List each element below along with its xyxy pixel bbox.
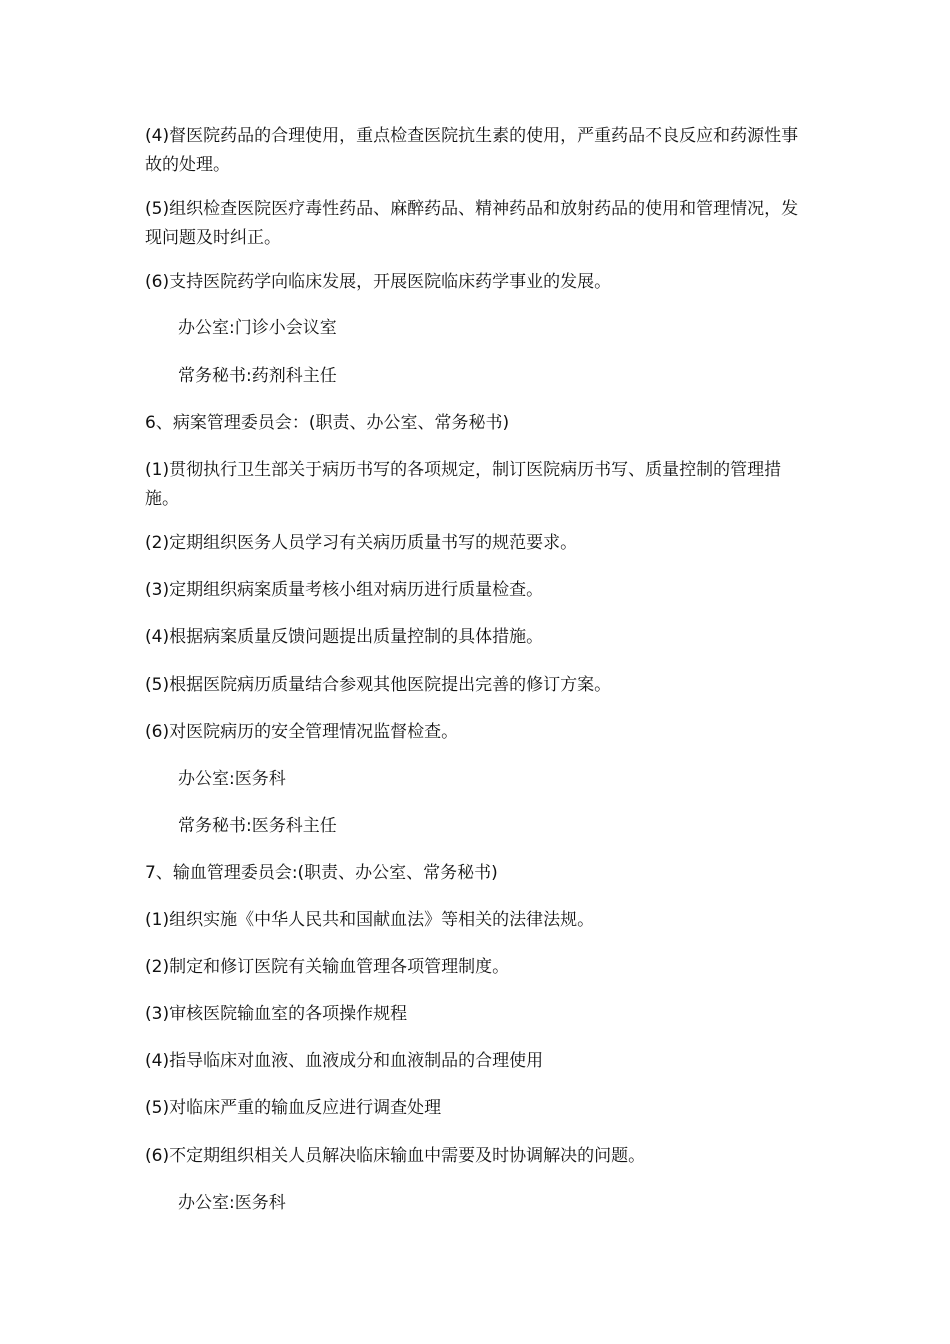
paragraph-transfusion-law: (1)组织实施《中华人民共和国献血法》等相关的法律法规。 — [145, 910, 595, 930]
paragraph-transfusion-coordination: (6)不定期组织相关人员解决临床输血中需要及时协调解决的问题。 — [145, 1146, 646, 1166]
paragraph-transfusion-procedures: (3)审核医院输血室的各项操作规程 — [145, 1004, 408, 1024]
paragraph-transfusion-reactions: (5)对临床严重的输血反应进行调查处理 — [145, 1098, 442, 1118]
paragraph-clinical-pharmacy: (6)支持医院药学向临床发展，开展医院临床药学事业的发展。 — [145, 272, 612, 292]
paragraph-records-regulations: (1)贯彻执行卫生部关于病历书写的各项规定，制订医院病历书写、质量控制的管理措施。 — [145, 460, 782, 509]
paragraph-records-security: (6)对医院病历的安全管理情况监督检查。 — [145, 722, 459, 742]
paragraph-records-training: (2)定期组织医务人员学习有关病历质量书写的规范要求。 — [145, 533, 578, 553]
paragraph-records-feedback: (4)根据病案质量反馈问题提出质量控制的具体措施。 — [145, 627, 544, 647]
paragraph-office-records: 办公室:医务科 — [178, 769, 286, 789]
paragraph-special-drug-inspection: (5)组织检查医院医疗毒性药品、麻醉药品、精神药品和放射药品的使用和管理情况，发现问题及时纠正。 — [145, 199, 799, 248]
paragraph-records-revision: (5)根据医院病历质量结合参观其他医院提出完善的修订方案。 — [145, 675, 612, 695]
paragraph-secretary-pharmacy: 常务秘书:药剂科主任 — [178, 366, 337, 386]
paragraph-office-transfusion: 办公室:医务科 — [178, 1193, 286, 1213]
paragraph-transfusion-rules: (2)制定和修订医院有关输血管理各项管理制度。 — [145, 957, 510, 977]
paragraph-transfusion-guidance: (4)指导临床对血液、血液成分和血液制品的合理使用 — [145, 1051, 544, 1071]
heading-medical-records-committee: 6、病案管理委员会：(职责、办公室、常务秘书) — [145, 413, 510, 433]
paragraph-secretary-records: 常务秘书:医务科主任 — [178, 816, 337, 836]
paragraph-records-inspection: (3)定期组织病案质量考核小组对病历进行质量检查。 — [145, 580, 544, 600]
paragraph-drug-use-supervision: (4)督医院药品的合理使用，重点检查医院抗生素的使用，严重药品不良反应和药源性事故的处理。 — [145, 126, 799, 175]
heading-blood-transfusion-committee: 7、输血管理委员会:(职责、办公室、常务秘书) — [145, 863, 498, 883]
paragraph-office-pharmacy: 办公室:门诊小会议室 — [178, 318, 337, 338]
